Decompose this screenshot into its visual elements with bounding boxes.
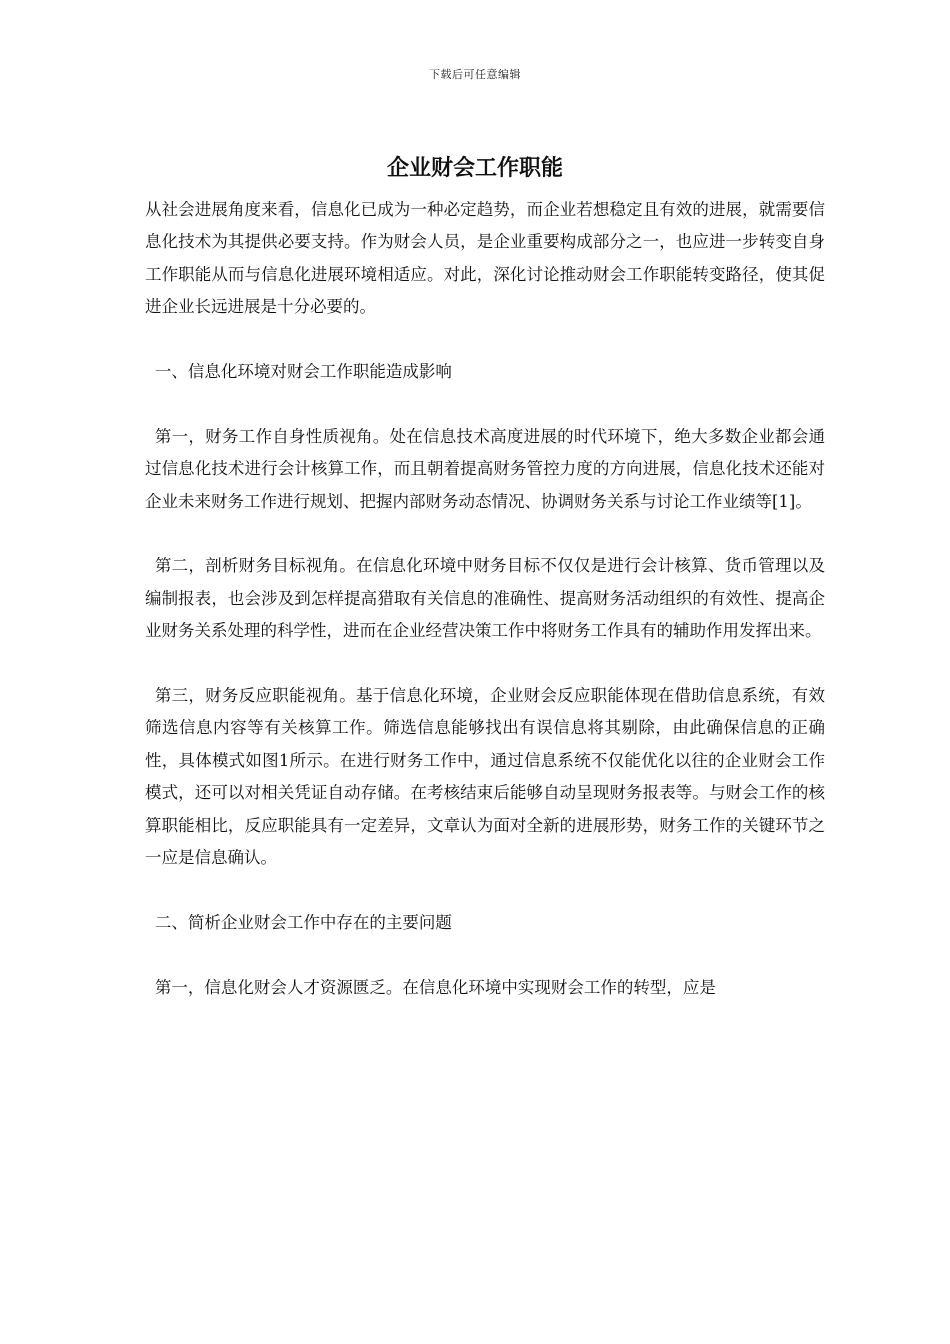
- paragraph-gap: [145, 324, 825, 356]
- section-heading-2: 二、简析企业财会工作中存在的主要问题: [154, 912, 452, 932]
- body-paragraph: 第三，财务反应职能视角。基于信息化环境，企业财会反应职能体现在借助信息系统，有效筛选信息内容等有关核算工作。筛选信息能够找出有误信息将其剔除，由此确保信息的正确性，具体模式如图1所示。在进行财务工作中，通过信息系统不仅能优化以往的企业财会工作模式，还可以对相关凭证自动存储。在考核结束后能够自动呈现财务报表等。与财会工作的核算职能相比，反应职能具有一定差异，文章认为面对全新的进展形势，财务工作的关键环节之一应是信息确认。: [145, 686, 825, 868]
- paragraph-gap: [145, 518, 825, 550]
- document-body: [145, 194, 825, 1004]
- body-paragraph: 第一，财务工作自身性质视角。处在信息技术高度进展的时代环境下，绝大多数企业都会通过信息化技术进行会计核算工作，而且朝着提高财务管控力度的方向进展，信息化技术还能对企业未来财务工作进行规划、把握内部财务动态情况、协调财务关系与讨论工作业绩等[1]。: [145, 426, 825, 511]
- paragraph-gap: [145, 648, 825, 680]
- paragraph-gap: [145, 939, 825, 971]
- body-paragraph: 第二，剖析财务目标视角。在信息化环境中财务目标不仅仅是进行会计核算、货币管理以及编制报表，也会涉及到怎样提高猎取有关信息的准确性、提高财务活动组织的有效性、提高企业财务关系处理的科学性，进而在企业经营决策工作中将财务工作具有的辅助作用发挥出来。: [145, 556, 825, 641]
- document-title: 企业财会工作职能: [386, 155, 563, 181]
- section-heading-1: 一、信息化环境对财会工作职能造成影响: [154, 362, 452, 382]
- paragraph-gap: [145, 874, 825, 906]
- intro-paragraph: 从社会进展角度来看，信息化已成为一种必定趋势，而企业若想稳定且有效的进展，就需要信息化技术为其提供必要支持。作为财会人员，是企业重要构成部分之一，也应进一步转变自身工作职能从而与信息化进展环境相适应。对此，深化讨论推动财会工作职能转变路径，使其促进企业长远进展是十分必要的。: [145, 200, 825, 317]
- body-paragraph: 第一，信息化财会人才资源匮乏。在信息化环境中实现财会工作的转型，应是: [154, 977, 716, 997]
- paragraph-gap: [145, 388, 825, 420]
- header-note: 下载后可任意编辑: [429, 68, 521, 81]
